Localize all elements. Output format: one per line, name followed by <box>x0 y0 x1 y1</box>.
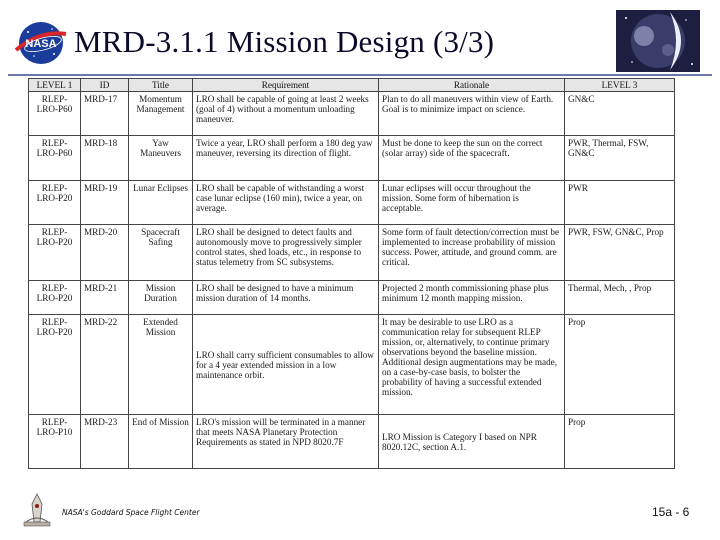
cell-level1: RLEP-LRO-P20 <box>29 315 81 415</box>
cell-id: MRD-23 <box>81 415 129 469</box>
title-divider <box>8 74 712 76</box>
cell-title: Mission Duration <box>129 281 193 315</box>
cell-id: MRD-18 <box>81 136 129 181</box>
col-header-level1: LEVEL 1 <box>29 79 81 92</box>
cell-level1: RLEP-LRO-P20 <box>29 181 81 225</box>
cell-title: Spacecraft Safing <box>129 225 193 281</box>
requirements-table <box>28 78 675 469</box>
cell-rationale: LRO Mission is Category I based on NPR 8020.12C, section A.1. <box>379 415 565 469</box>
cell-title: Yaw Maneuvers <box>129 136 193 181</box>
cell-level3: Prop <box>565 415 675 469</box>
cell-level3: PWR, Thermal, FSW, GN&C <box>565 136 675 181</box>
table-row <box>29 181 675 225</box>
cell-requirement: LRO shall be designed to detect faults and autonomously move to progressively simpler control states, shed loads, etc., in response to status telemetry from SC subsystems. <box>193 225 379 281</box>
table-row <box>29 136 675 181</box>
cell-rationale: It may be desirable to use LRO as a communication relay for subsequent RLEP mission, or, alternatively, to continue primary observations beyond the baseline mission. Additional design augmentations may be made, on a case-by-case basis, to bolster the probability of having a successful extended mission. <box>379 315 565 415</box>
cell-id: MRD-21 <box>81 281 129 315</box>
col-header-requirement: Requirement <box>193 79 379 92</box>
table-row <box>29 281 675 315</box>
cell-rationale: Plan to do all maneuvers within view of Earth. Goal is to minimize impact on science. <box>379 92 565 136</box>
cell-id: MRD-22 <box>81 315 129 415</box>
cell-level1: RLEP-LRO-P20 <box>29 281 81 315</box>
cell-rationale: Lunar eclipses will occur throughout the mission. Some form of hibernation is acceptable. <box>379 181 565 225</box>
nasa-logo-text: NASA <box>25 38 57 50</box>
cell-rationale: Must be done to keep the sun on the correct (solar array) side of the spacecraft. <box>379 136 565 181</box>
cell-title: End of Mission <box>129 415 193 469</box>
cell-requirement: LRO's mission will be terminated in a manner that meets NASA Planetary Protection Requirements as stated in NPD 8020.7F <box>193 415 379 469</box>
nasa-logo <box>14 20 68 66</box>
page-number: 15a - 6 <box>652 505 690 519</box>
col-header-level3: LEVEL 3 <box>565 79 675 92</box>
table-row <box>29 315 675 415</box>
cell-requirement: LRO shall be capable of withstanding a worst case lunar eclipse (160 min), twice a year, on average. <box>193 181 379 225</box>
cell-level3: GN&C <box>565 92 675 136</box>
cell-level1: RLEP-LRO-P60 <box>29 92 81 136</box>
footer-organization: NASA's Goddard Space Flight Center <box>62 508 200 517</box>
cell-level3: Thermal, Mech, , Prop <box>565 281 675 315</box>
cell-title: Momentum Management <box>129 92 193 136</box>
mission-emblem-icon <box>612 6 704 76</box>
cell-level1: RLEP-LRO-P20 <box>29 225 81 281</box>
cell-level3: Prop <box>565 315 675 415</box>
goddard-logo-icon <box>20 492 54 528</box>
cell-level3: PWR <box>565 181 675 225</box>
cell-title: Extended Mission <box>129 315 193 415</box>
cell-rationale: Some form of fault detection/correction must be implemented to increase probability of mission success. Power, attitude, and ground comm. are critical. <box>379 225 565 281</box>
cell-level1: RLEP-LRO-P10 <box>29 415 81 469</box>
table-row <box>29 415 675 469</box>
cell-id: MRD-20 <box>81 225 129 281</box>
cell-id: MRD-19 <box>81 181 129 225</box>
cell-requirement: LRO shall be designed to have a minimum mission duration of 14 months. <box>193 281 379 315</box>
cell-requirement: LRO shall carry sufficient consumables to allow for a 4 year extended mission in a low maintenance orbit. <box>193 315 379 415</box>
cell-rationale: Projected 2 month commissioning phase plus minimum 12 month mapping mission. <box>379 281 565 315</box>
table-header-row <box>29 79 675 92</box>
cell-requirement: Twice a year, LRO shall perform a 180 deg yaw maneuver, reversing its direction of flight. <box>193 136 379 181</box>
col-header-rationale: Rationale <box>379 79 565 92</box>
col-header-title: Title <box>129 79 193 92</box>
cell-level1: RLEP-LRO-P60 <box>29 136 81 181</box>
table-row <box>29 92 675 136</box>
cell-requirement: LRO shall be capable of going at least 2 weeks (goal of 4) without a momentum unloading maneuver. <box>193 92 379 136</box>
cell-id: MRD-17 <box>81 92 129 136</box>
cell-title: Lunar Eclipses <box>129 181 193 225</box>
table-row <box>29 225 675 281</box>
cell-level3: PWR, FSW, GN&C, Prop <box>565 225 675 281</box>
page-title: MRD-3.1.1 Mission Design (3/3) <box>74 24 495 59</box>
col-header-id: ID <box>81 79 129 92</box>
